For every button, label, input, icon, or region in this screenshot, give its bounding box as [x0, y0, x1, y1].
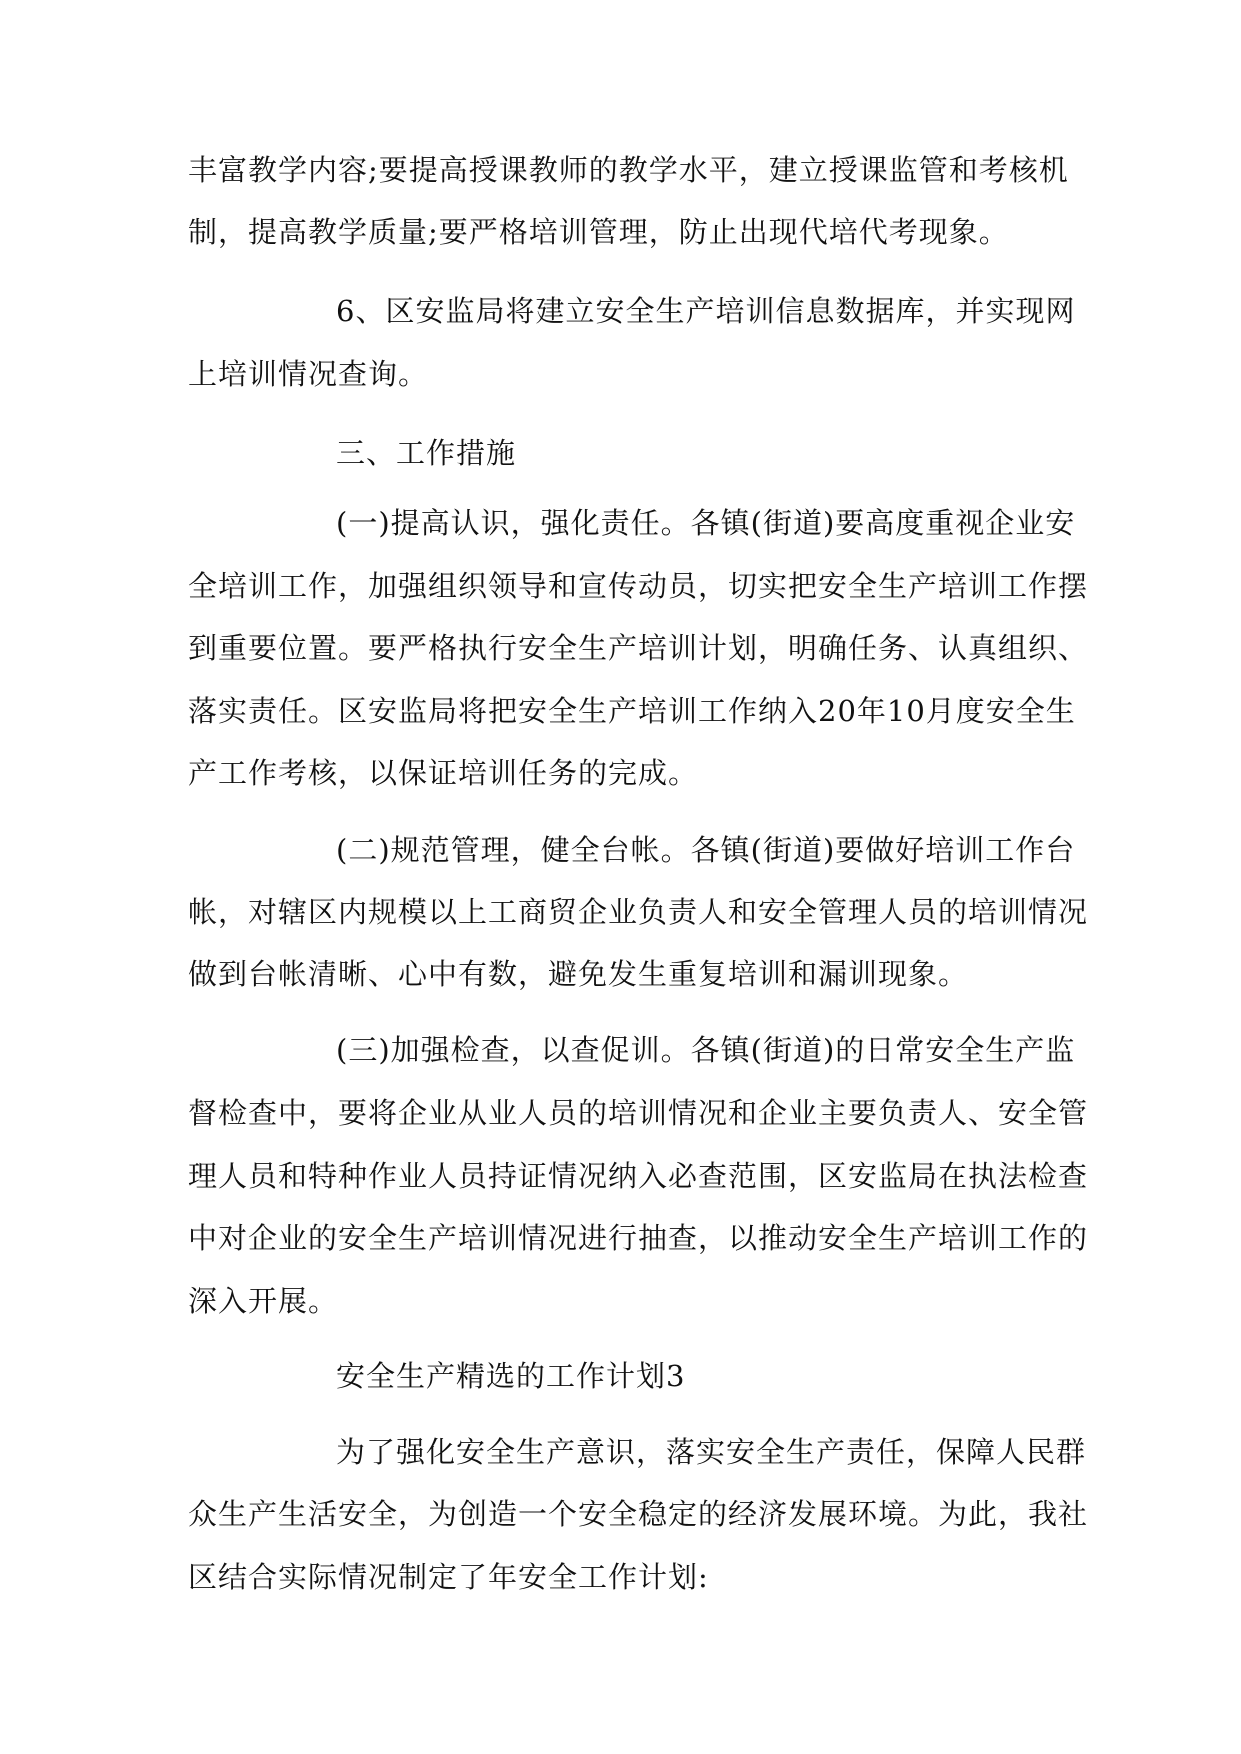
- text-line: 6、区安监局将建立安全生产培训信息数据库，并实现网: [336, 294, 1076, 328]
- text-line: 制，提高教学质量;要严格培训管理，防止出现代培代考现象。: [188, 215, 1009, 249]
- text-line: (三)加强检查，以查促训。各镇(街道)的日常安全生产监: [336, 1033, 1076, 1067]
- text-line: 到重要位置。要严格执行安全生产培训计划，明确任务、认真组织、: [188, 631, 1089, 665]
- text-line: 丰富教学内容;要提高授课教师的教学水平，建立授课监管和考核机: [188, 153, 1069, 187]
- section-heading: 三、工作措施: [336, 436, 517, 470]
- text-line: 落实责任。区安监局将把安全生产培训工作纳入20年10月度安全生: [188, 694, 1076, 728]
- text-line: 众生产生活安全，为创造一个安全稳定的经济发展环境。为此，我社: [188, 1497, 1089, 1531]
- text-line: 帐，对辖区内规模以上工商贸企业负责人和安全管理人员的培训情况: [188, 895, 1089, 929]
- text-line: 区结合实际情况制定了年安全工作计划:: [188, 1560, 709, 1594]
- text-line: 产工作考核，以保证培训任务的完成。: [188, 756, 699, 790]
- text-line: 督检查中，要将企业从业人员的培训情况和企业主要负责人、安全管: [188, 1096, 1089, 1130]
- section-title: 安全生产精选的工作计划3: [336, 1359, 686, 1393]
- text-line: 理人员和特种作业人员持证情况纳入必查范围，区安监局在执法检查: [188, 1159, 1089, 1193]
- text-line: 做到台帐清晰、心中有数，避免发生重复培训和漏训现象。: [188, 957, 969, 991]
- text-line: 上培训情况查询。: [188, 357, 429, 391]
- text-line: (二)规范管理，健全台帐。各镇(街道)要做好培训工作台: [336, 833, 1076, 867]
- text-line: 深入开展。: [188, 1284, 339, 1318]
- text-line: 全培训工作，加强组织领导和宣传动员，切实把安全生产培训工作摆: [188, 569, 1089, 603]
- text-line: 为了强化安全生产意识，落实安全生产责任，保障人民群: [336, 1435, 1087, 1469]
- text-line: 中对企业的安全生产培训情况进行抽查，以推动安全生产培训工作的: [188, 1221, 1089, 1255]
- text-line: (一)提高认识，强化责任。各镇(街道)要高度重视企业安: [336, 506, 1076, 540]
